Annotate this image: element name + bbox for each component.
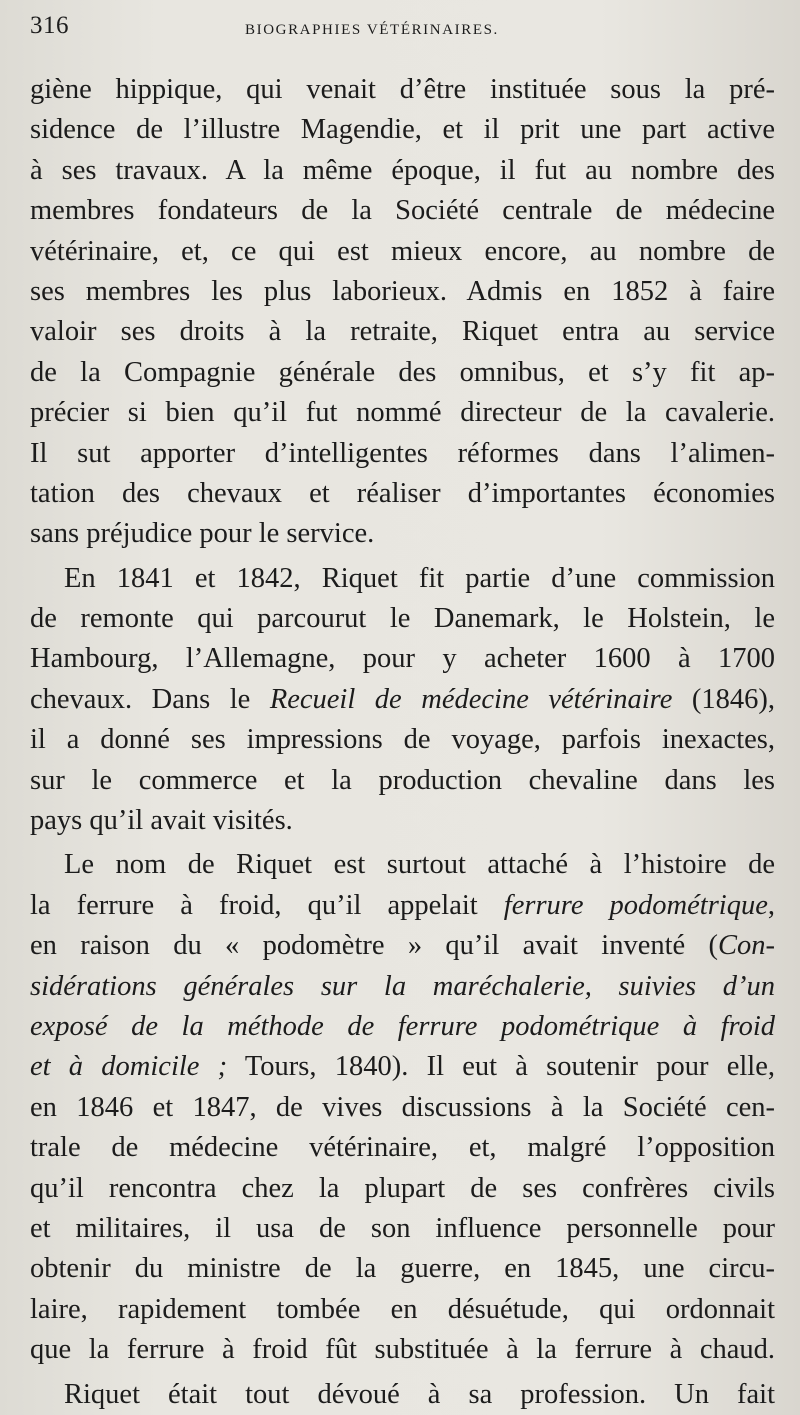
- text-line: sidence de l’illustre Magendie, et il prit une part active: [30, 114, 775, 146]
- text-line: à ses travaux. A la même époque, il fut au nombre des: [30, 154, 775, 186]
- text-line: En 1841 et 1842, Riquet fit partie d’une commission: [64, 562, 775, 594]
- text-line: ses membres les plus laborieux. Admis en 1852 à faire: [30, 275, 775, 307]
- text-line: et militaires, il usa de son influence personnelle pour: [30, 1212, 775, 1244]
- text-line: sans préjudice pour le service.: [30, 518, 375, 550]
- text-line: membres fondateurs de la Société centrale de médecine: [30, 195, 775, 227]
- text-line: précier si bien qu’il fut nommé directeur de la cavalerie.: [30, 397, 775, 429]
- page-number: 316: [30, 12, 69, 39]
- text-line: [30, 1007, 775, 1047]
- running-head: [30, 6, 770, 46]
- text-line: sur le commerce et la production chevaline dans les: [30, 764, 775, 796]
- text-line: il a donné ses impressions de voyage, parfois inexactes,: [30, 724, 775, 756]
- text-line: en 1846 et 1847, de vives discussions à la Société cen-: [30, 1091, 775, 1123]
- running-title: BIOGRAPHIES VÉTÉRINAIRES.: [245, 22, 499, 38]
- text-line: de remonte qui parcourut le Danemark, le Holstein, le: [30, 603, 775, 635]
- text-line: Hambourg, l’Allemagne, pour y acheter 1600 à 1700: [30, 643, 775, 675]
- text-line: giène hippique, qui venait d’être instituée sous la pré-: [30, 74, 775, 105]
- text-line: en raison du « podomètre » qu’il avait inventé (Con-: [30, 930, 775, 962]
- italic-title: Con-: [718, 930, 775, 962]
- text-line: la ferrure à froid, qu’il appelait ferrure podométrique,: [30, 889, 775, 921]
- text-line: trale de médecine vétérinaire, et, malgré l’opposition: [30, 1132, 775, 1164]
- text-line: Le nom de Riquet est surtout attaché à l’histoire de: [64, 849, 775, 881]
- italic-title: exposé de la méthode de ferrure podométrique à froid: [30, 1010, 775, 1042]
- text-line: laire, rapidement tombée en désuétude, qui ordonnait: [30, 1293, 775, 1325]
- italic-title: sidérations générales sur la maréchalerie, suivies d’un: [30, 970, 775, 1002]
- text-line: obtenir du ministre de la guerre, en 1845, une circu-: [30, 1253, 775, 1285]
- text-line: Il sut apporter d’intelligentes réformes dans l’alimen-: [30, 437, 775, 469]
- body-text: [30, 70, 775, 1415]
- italic-term: ferrure podométrique: [503, 889, 768, 921]
- text-line: chevaux. Dans le Recueil de médecine vétérinaire (1846),: [30, 683, 776, 715]
- text-line: qu’il rencontra chez la plupart de ses confrères civils: [30, 1172, 775, 1204]
- italic-title: Recueil de médecine vétérinaire: [269, 683, 673, 715]
- text-line: vétérinaire, et, ce qui est mieux encore, au nombre de: [30, 235, 775, 267]
- text-line: que la ferrure à froid fût substituée à la ferrure à chaud.: [30, 1334, 775, 1366]
- italic-title: et à domicile ;: [30, 1051, 228, 1083]
- text-line: de la Compagnie générale des omnibus, et s’y fit ap-: [30, 356, 775, 388]
- text-line: valoir ses droits à la retraite, Riquet entra au service: [30, 316, 775, 348]
- text-line: et à domicile ; Tours, 1840). Il eut à soutenir pour elle,: [30, 1051, 775, 1083]
- text-line: pays qu’il avait visités.: [30, 805, 293, 837]
- text-line: Riquet était tout dévoué à sa profession. Un fait: [64, 1378, 775, 1410]
- text-line: [30, 967, 775, 1007]
- text-line: tation des chevaux et réaliser d’importantes économies: [30, 477, 775, 509]
